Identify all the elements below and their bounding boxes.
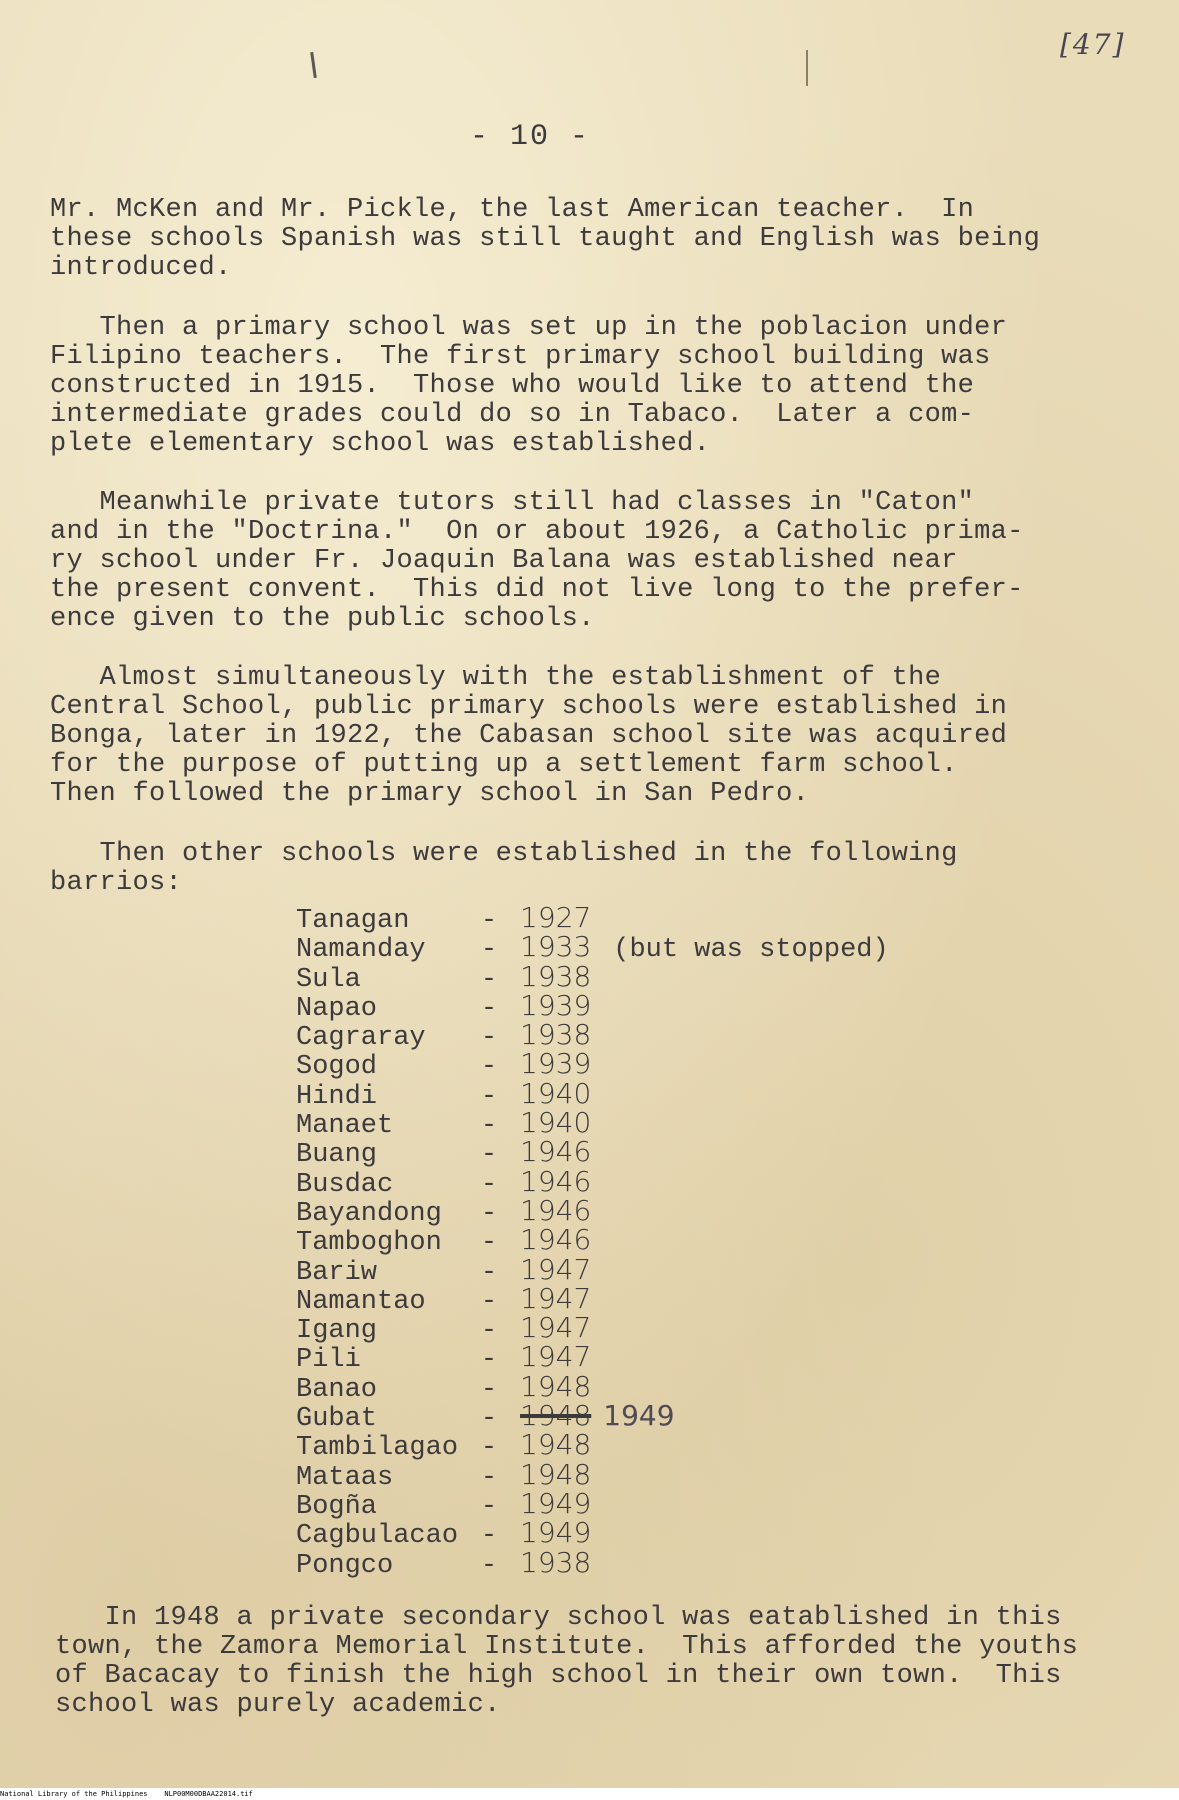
barrio-year: 1947 [520,1340,592,1374]
barrio-separator: - [480,1286,498,1317]
barrio-year: 1948 [520,1369,592,1403]
barrio-separator: - [480,1550,498,1581]
archive-reference-number: [47] [1060,28,1126,61]
barrio-name: Tanagan [296,906,410,936]
barrio-name: Namanday [296,935,426,966]
barrio-separator: - [480,1491,498,1522]
barrio-year: 1927 [520,901,592,934]
barrio-name: Bayandong [296,1198,442,1229]
barrio-name: Sula [296,964,361,995]
barrio-year: 1949 [520,1516,592,1550]
page-number: - 10 - [470,120,591,154]
paragraph-primary-school: Then a primary school was set up in the poblacion under Filipino teachers. The first primary school building was constructed in 1915. Those who would like to attend the intermediate grades could do so in Tabaco. Later a com- plete elementary school was established. [50,313,1008,459]
barrio-name: Busdac [296,1169,394,1200]
barrio-separator: - [480,1111,498,1142]
barrio-row [296,1516,996,1552]
barrio-separator: - [480,1433,498,1464]
barrio-row [296,1252,996,1288]
barrio-name: Igang [296,1316,378,1347]
barrio-note: (but was stopped) [613,935,889,966]
barrio-year: 1940 [520,1106,592,1140]
barrio-year: 1946 [520,1193,592,1227]
barrio-name: Bariw [296,1257,378,1288]
barrio-row [296,1281,996,1317]
ink-mark [310,52,317,78]
barrio-row [296,1311,996,1347]
barrio-row [296,1018,996,1054]
paragraph-central-school: Almost simultaneously with the establishment of the Central School, public primary schools were established in Bonga, later in 1922, the Cabasan school site was acquired for the purpose of putting up a settlement farm school. Then followed the primary school in San Pedro. [50,663,1008,809]
barrio-separator: - [480,1228,498,1259]
barrio-year: 1938 [520,1018,592,1052]
barrio-separator: - [480,935,498,966]
barrio-year: 1946 [520,1223,592,1257]
barrio-separator: - [480,1052,498,1083]
paragraph-private-tutors: Meanwhile private tutors still had classes in "Caton" and in the "Doctrina." On or about 1926, a Catholic prima- ry school under Fr. Joaquin Balana was established near the present convent. This did not live long to the prefer- ence given to the public schools. [50,488,1024,634]
barrio-row [296,959,996,995]
archive-footer: National Library of the Philippines NLP00M00DBAA22014.tif [0,1788,1179,1800]
ink-mark [806,50,808,86]
barrio-row [296,1164,996,1200]
barrio-separator: - [480,1081,498,1112]
barrio-name: Manaet [296,1111,394,1142]
paragraph-secondary-school: In 1948 a private secondary school was eatablished in this town, the Zamora Memorial Institute. This afforded the youths of Bacacay to finish the high school in their own town. This school was purely academic. [55,1603,1079,1720]
barrio-row [296,988,996,1024]
barrio-name: Gubat [296,1404,378,1435]
barrio-year: 1948 [520,1428,592,1462]
barrio-separator: - [480,1169,498,1200]
barrio-row [296,1457,996,1493]
barrio-row [296,1135,996,1171]
barrio-year: 1946 [520,1135,592,1169]
barrio-separator: - [480,1257,498,1288]
barrio-name: Banao [296,1374,378,1405]
barrio-name: Namantao [296,1286,426,1317]
barrio-row [296,1193,996,1229]
barrio-name: Tambilagao [296,1433,459,1464]
barrio-row [296,1486,996,1522]
barrio-row [296,1047,996,1083]
barrio-separator: - [480,906,498,936]
barrio-separator: - [480,1521,498,1552]
barrio-name: Sogod [296,1052,378,1083]
barrio-year: 1939 [520,1047,592,1081]
barrio-row [296,1545,996,1581]
barrio-name: Tamboghon [296,1228,442,1259]
paragraph-american-teachers: Mr. McKen and Mr. Pickle, the last American teacher. In these schools Spanish was still taught and English was being introduced. [50,195,1041,283]
barrio-row [296,1106,996,1142]
barrio-name: Buang [296,1140,378,1171]
barrio-year: 1948 [520,1457,592,1491]
barrio-separator: - [480,1198,498,1229]
barrio-separator: - [480,964,498,995]
barrio-year: 1939 [520,988,592,1022]
barrio-school-list [296,901,996,1581]
barrio-name: Hindi [296,1081,378,1112]
barrio-row [296,1369,996,1405]
paragraph-barrio-schools-intro: Then other schools were established in the following barrios: [50,839,958,898]
barrio-year: 1938 [520,959,592,993]
barrio-handwritten-correction: 1949 [603,1399,675,1433]
barrio-name: Pili [296,1345,361,1376]
barrio-year: 1947 [520,1311,592,1345]
barrio-separator: - [480,993,498,1024]
barrio-year: 1949 [520,1486,592,1520]
barrio-year: 1938 [520,1545,592,1579]
barrio-separator: - [480,1374,498,1405]
barrio-year: 1947 [520,1252,592,1286]
barrio-separator: - [480,1404,498,1435]
barrio-year: 1940 [520,1076,592,1110]
barrio-row [296,1340,996,1376]
barrio-row [296,1076,996,1112]
barrio-separator: - [480,1023,498,1054]
barrio-row [296,930,996,966]
barrio-row [296,1399,996,1435]
barrio-name: Cagbulacao [296,1521,459,1552]
barrio-name: Pongco [296,1550,394,1581]
barrio-separator: - [480,1140,498,1171]
barrio-separator: - [480,1345,498,1376]
barrio-separator: - [480,1316,498,1347]
barrio-separator: - [480,1462,498,1493]
barrio-name: Mataas [296,1462,394,1493]
barrio-row [296,1223,996,1259]
barrio-row [296,901,996,936]
barrio-name: Cagraray [296,1023,426,1054]
barrio-year: 1933 [520,930,592,964]
barrio-name: Bogña [296,1491,378,1522]
barrio-year: 1947 [520,1281,592,1315]
barrio-name: Napao [296,993,378,1024]
barrio-row [296,1428,996,1464]
barrio-year: 1948 [520,1399,592,1433]
barrio-year: 1946 [520,1164,592,1198]
